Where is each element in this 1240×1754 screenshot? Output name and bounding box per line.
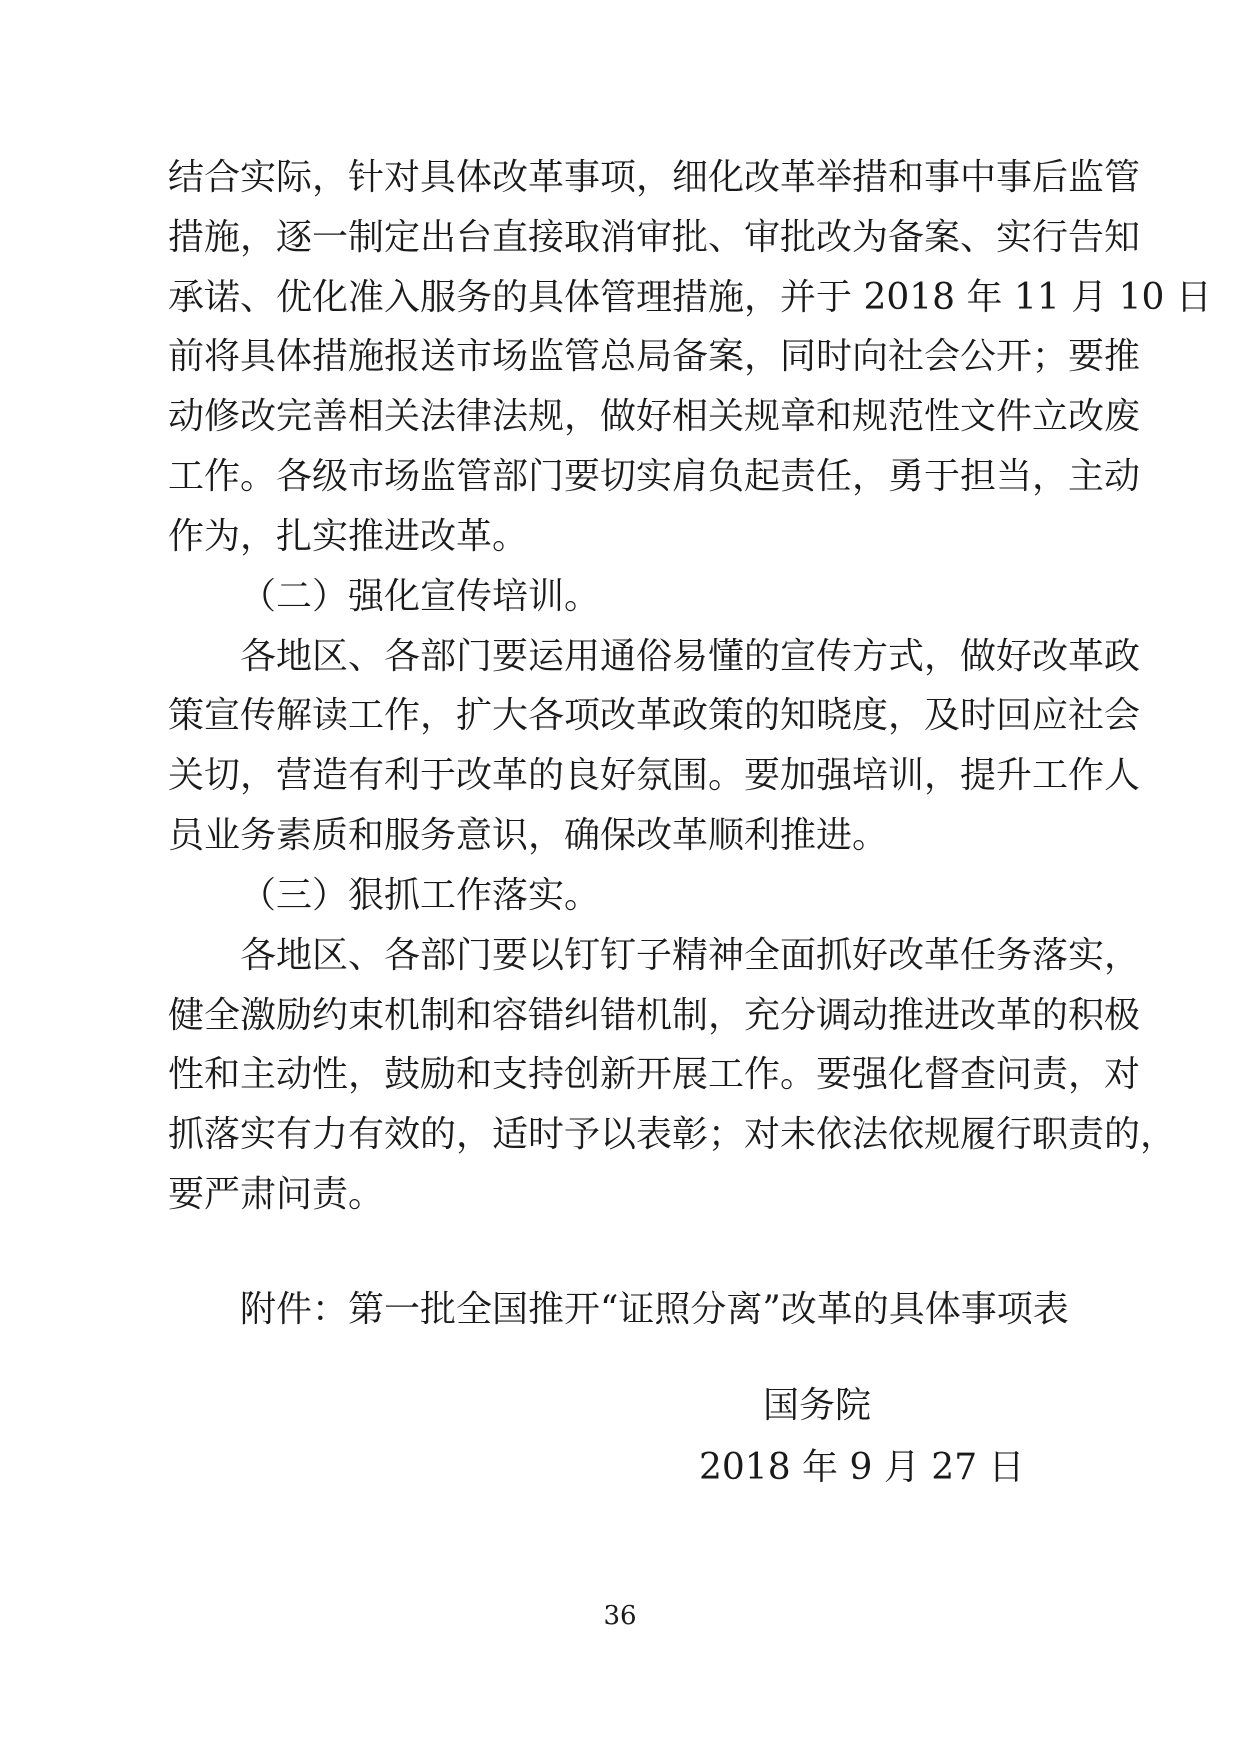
body-line: 健全激励约束机制和容错纠错机制，充分调动推进改革的积极 xyxy=(168,995,1141,1036)
body-line: 措施，逐一制定出台直接取消审批、审批改为备案、实行告知 xyxy=(168,217,1141,258)
issue-date: 2018 年 9 月 27 日 xyxy=(699,1447,1025,1488)
body-line: 动修改完善相关法律法规，做好相关规章和规范性文件立改废 xyxy=(168,396,1141,437)
body-line: 各地区、各部门要以钉钉子精神全面抓好改革任务落实， xyxy=(240,935,1141,976)
section-heading: （三）狠抓工作落实。 xyxy=(240,875,601,916)
body-line: 策宣传解读工作，扩大各项改革政策的知晓度，及时回应社会 xyxy=(168,695,1141,736)
body-line: 各地区、各部门要运用通俗易懂的宣传方式，做好改革政 xyxy=(240,636,1141,677)
body-line: 工作。各级市场监管部门要切实肩负起责任，勇于担当，主动 xyxy=(168,456,1141,497)
body-line: 员业务素质和服务意识，确保改革顺利推进。 xyxy=(168,815,889,856)
page-number: 36 xyxy=(603,1601,637,1631)
body-line: 抓落实有力有效的，适时予以表彰；对未依法依规履行职责的， xyxy=(168,1114,1177,1155)
body-line: 要严肃问责。 xyxy=(168,1174,385,1215)
body-line: 性和主动性，鼓励和支持创新开展工作。要强化督查问责，对 xyxy=(168,1054,1141,1095)
body-line: 前将具体措施报送市场监管总局备案，同时向社会公开；要推 xyxy=(168,336,1141,377)
body-line: 作为，扎实推进改革。 xyxy=(168,516,529,557)
attachment-note: 附件：第一批全国推开“证照分离”改革的具体事项表 xyxy=(240,1289,1069,1330)
body-line: 结合实际，针对具体改革事项，细化改革举措和事中事后监管 xyxy=(168,157,1141,198)
body-line: 关切，营造有利于改革的良好氛围。要加强培训，提升工作人 xyxy=(168,755,1141,796)
issuer-signature: 国务院 xyxy=(763,1385,872,1426)
section-heading: （二）强化宣传培训。 xyxy=(240,576,601,617)
body-line: 承诺、优化准入服务的具体管理措施，并于 2018 年 11 月 10 日 xyxy=(168,277,1212,318)
